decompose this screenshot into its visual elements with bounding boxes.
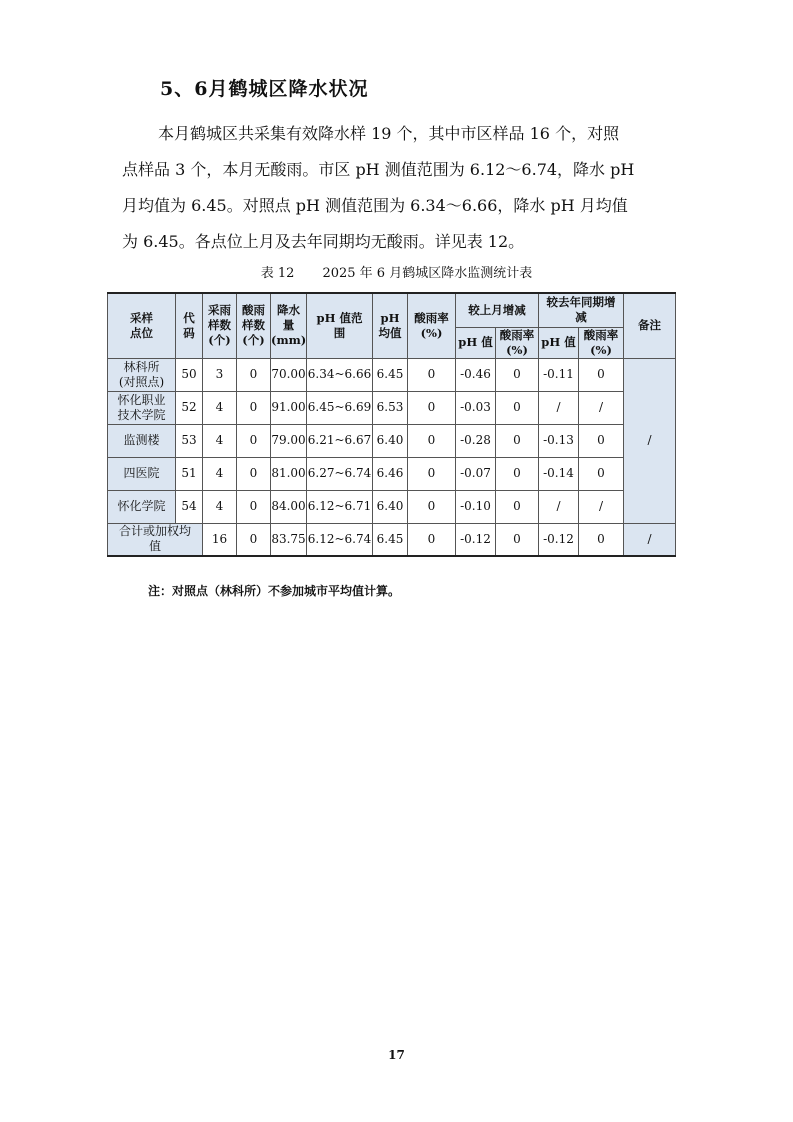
cell-mean: 6.53: [373, 391, 408, 424]
section-heading: 5、6月鹤城区降水状况: [160, 78, 369, 100]
cell-ly-rate: 0: [579, 424, 624, 457]
cell-code: 51: [176, 457, 203, 490]
cell-site: 怀化学院: [108, 490, 176, 523]
cell-rate: 0: [408, 490, 456, 523]
paragraph-line: 月均值为 6.45。对照点 pH 测值范围为 6.34～6.66，降水 pH 月均值: [122, 196, 628, 215]
cell-range: 6.12~6.71: [307, 490, 373, 523]
header-ph-mean: pH 均值: [373, 293, 408, 358]
table-row: [108, 490, 676, 523]
cell-ly-ph: -0.12: [539, 523, 579, 556]
paragraph-line: 为 6.45。各点位上月及去年同期均无酸雨。详见表 12。: [122, 232, 525, 251]
cell-remark-group: /: [624, 358, 676, 523]
cell-mean: 6.46: [373, 457, 408, 490]
cell-mean: 6.40: [373, 424, 408, 457]
paragraph: [122, 116, 682, 260]
table-caption-label: 表 12: [260, 266, 295, 281]
cell-ly-ph: -0.14: [539, 457, 579, 490]
cell-mean: 6.40: [373, 490, 408, 523]
cell-rain: 70.00: [271, 358, 307, 391]
cell-samples: 3: [203, 358, 237, 391]
rainfall-table: [107, 292, 676, 557]
header-lm-ph: pH 值: [456, 327, 496, 358]
cell-code: 53: [176, 424, 203, 457]
cell-samples: 16: [203, 523, 237, 556]
cell-rain: 83.75: [271, 523, 307, 556]
cell-rain: 79.00: [271, 424, 307, 457]
cell-site: 怀化职业 技术学院: [108, 391, 176, 424]
cell-samples: 4: [203, 457, 237, 490]
cell-rate: 0: [408, 391, 456, 424]
table-row: [108, 424, 676, 457]
cell-ly-rate: /: [579, 391, 624, 424]
header-vs-last-month: 较上月增减: [456, 293, 539, 327]
cell-acid: 0: [237, 490, 271, 523]
table-note: 注：对照点（林科所）不参加城市平均值计算。: [148, 584, 401, 598]
cell-range: 6.21~6.67: [307, 424, 373, 457]
cell-range: 6.34~6.66: [307, 358, 373, 391]
cell-ly-rate: /: [579, 490, 624, 523]
cell-lm-ph: -0.28: [456, 424, 496, 457]
header-samples: 采雨 样数 (个): [203, 293, 237, 358]
cell-lm-rate: 0: [496, 457, 539, 490]
table-row: [108, 358, 676, 391]
cell-code: 52: [176, 391, 203, 424]
cell-ly-ph: /: [539, 490, 579, 523]
cell-rate: 0: [408, 457, 456, 490]
table-row: [108, 391, 676, 424]
cell-mean: 6.45: [373, 358, 408, 391]
cell-rain: 81.00: [271, 457, 307, 490]
cell-acid: 0: [237, 457, 271, 490]
header-acid-rate: 酸雨率 (%): [408, 293, 456, 358]
cell-rate: 0: [408, 523, 456, 556]
cell-lm-ph: -0.10: [456, 490, 496, 523]
cell-lm-rate: 0: [496, 391, 539, 424]
cell-rate: 0: [408, 358, 456, 391]
header-acid-samples: 酸雨 样数 (个): [237, 293, 271, 358]
cell-rain: 91.00: [271, 391, 307, 424]
cell-lm-rate: 0: [496, 490, 539, 523]
cell-ly-rate: 0: [579, 358, 624, 391]
cell-total-label: 合计或加权均 值: [108, 523, 203, 556]
cell-site: 监测楼: [108, 424, 176, 457]
cell-rate: 0: [408, 424, 456, 457]
cell-mean: 6.45: [373, 523, 408, 556]
cell-lm-rate: 0: [496, 424, 539, 457]
cell-range: 6.12~6.74: [307, 523, 373, 556]
header-lm-rate: 酸雨率 (%): [496, 327, 539, 358]
cell-ly-rate: 0: [579, 523, 624, 556]
cell-site: 林科所 (对照点): [108, 358, 176, 391]
cell-ly-ph: -0.11: [539, 358, 579, 391]
table-caption: [0, 262, 793, 281]
cell-ly-ph: /: [539, 391, 579, 424]
table-total-row: [108, 523, 676, 556]
cell-acid: 0: [237, 391, 271, 424]
cell-acid: 0: [237, 358, 271, 391]
cell-lm-ph: -0.07: [456, 457, 496, 490]
cell-lm-ph: -0.46: [456, 358, 496, 391]
cell-acid: 0: [237, 424, 271, 457]
cell-range: 6.45~6.69: [307, 391, 373, 424]
header-ly-rate: 酸雨率 (%): [579, 327, 624, 358]
cell-rain: 84.00: [271, 490, 307, 523]
header-ph-range: pH 值范 围: [307, 293, 373, 358]
cell-ly-ph: -0.13: [539, 424, 579, 457]
cell-samples: 4: [203, 391, 237, 424]
cell-acid: 0: [237, 523, 271, 556]
cell-lm-rate: 0: [496, 358, 539, 391]
header-site: 采样 点位: [108, 293, 176, 358]
cell-code: 54: [176, 490, 203, 523]
cell-code: 50: [176, 358, 203, 391]
header-ly-ph: pH 值: [539, 327, 579, 358]
paragraph-line: 本月鹤城区共采集有效降水样 19 个，其中市区样品 16 个，对照: [158, 124, 620, 143]
cell-samples: 4: [203, 424, 237, 457]
header-code: 代 码: [176, 293, 203, 358]
cell-lm-ph: -0.03: [456, 391, 496, 424]
table-caption-title: 2025 年 6 月鹤城区降水监测统计表: [322, 266, 533, 281]
header-remark: 备注: [624, 293, 676, 358]
paragraph-line: 点样品 3 个，本月无酸雨。市区 pH 测值范围为 6.12～6.74，降水 pH: [122, 160, 635, 179]
cell-site: 四医院: [108, 457, 176, 490]
page-number: 17: [388, 1048, 405, 1062]
cell-range: 6.27~6.74: [307, 457, 373, 490]
header-rainfall: 降水 量 (mm): [271, 293, 307, 358]
cell-lm-ph: -0.12: [456, 523, 496, 556]
table-row: [108, 457, 676, 490]
cell-samples: 4: [203, 490, 237, 523]
header-vs-last-year: 较去年同期增 减: [539, 293, 624, 327]
cell-ly-rate: 0: [579, 457, 624, 490]
cell-remark: /: [624, 523, 676, 556]
cell-lm-rate: 0: [496, 523, 539, 556]
